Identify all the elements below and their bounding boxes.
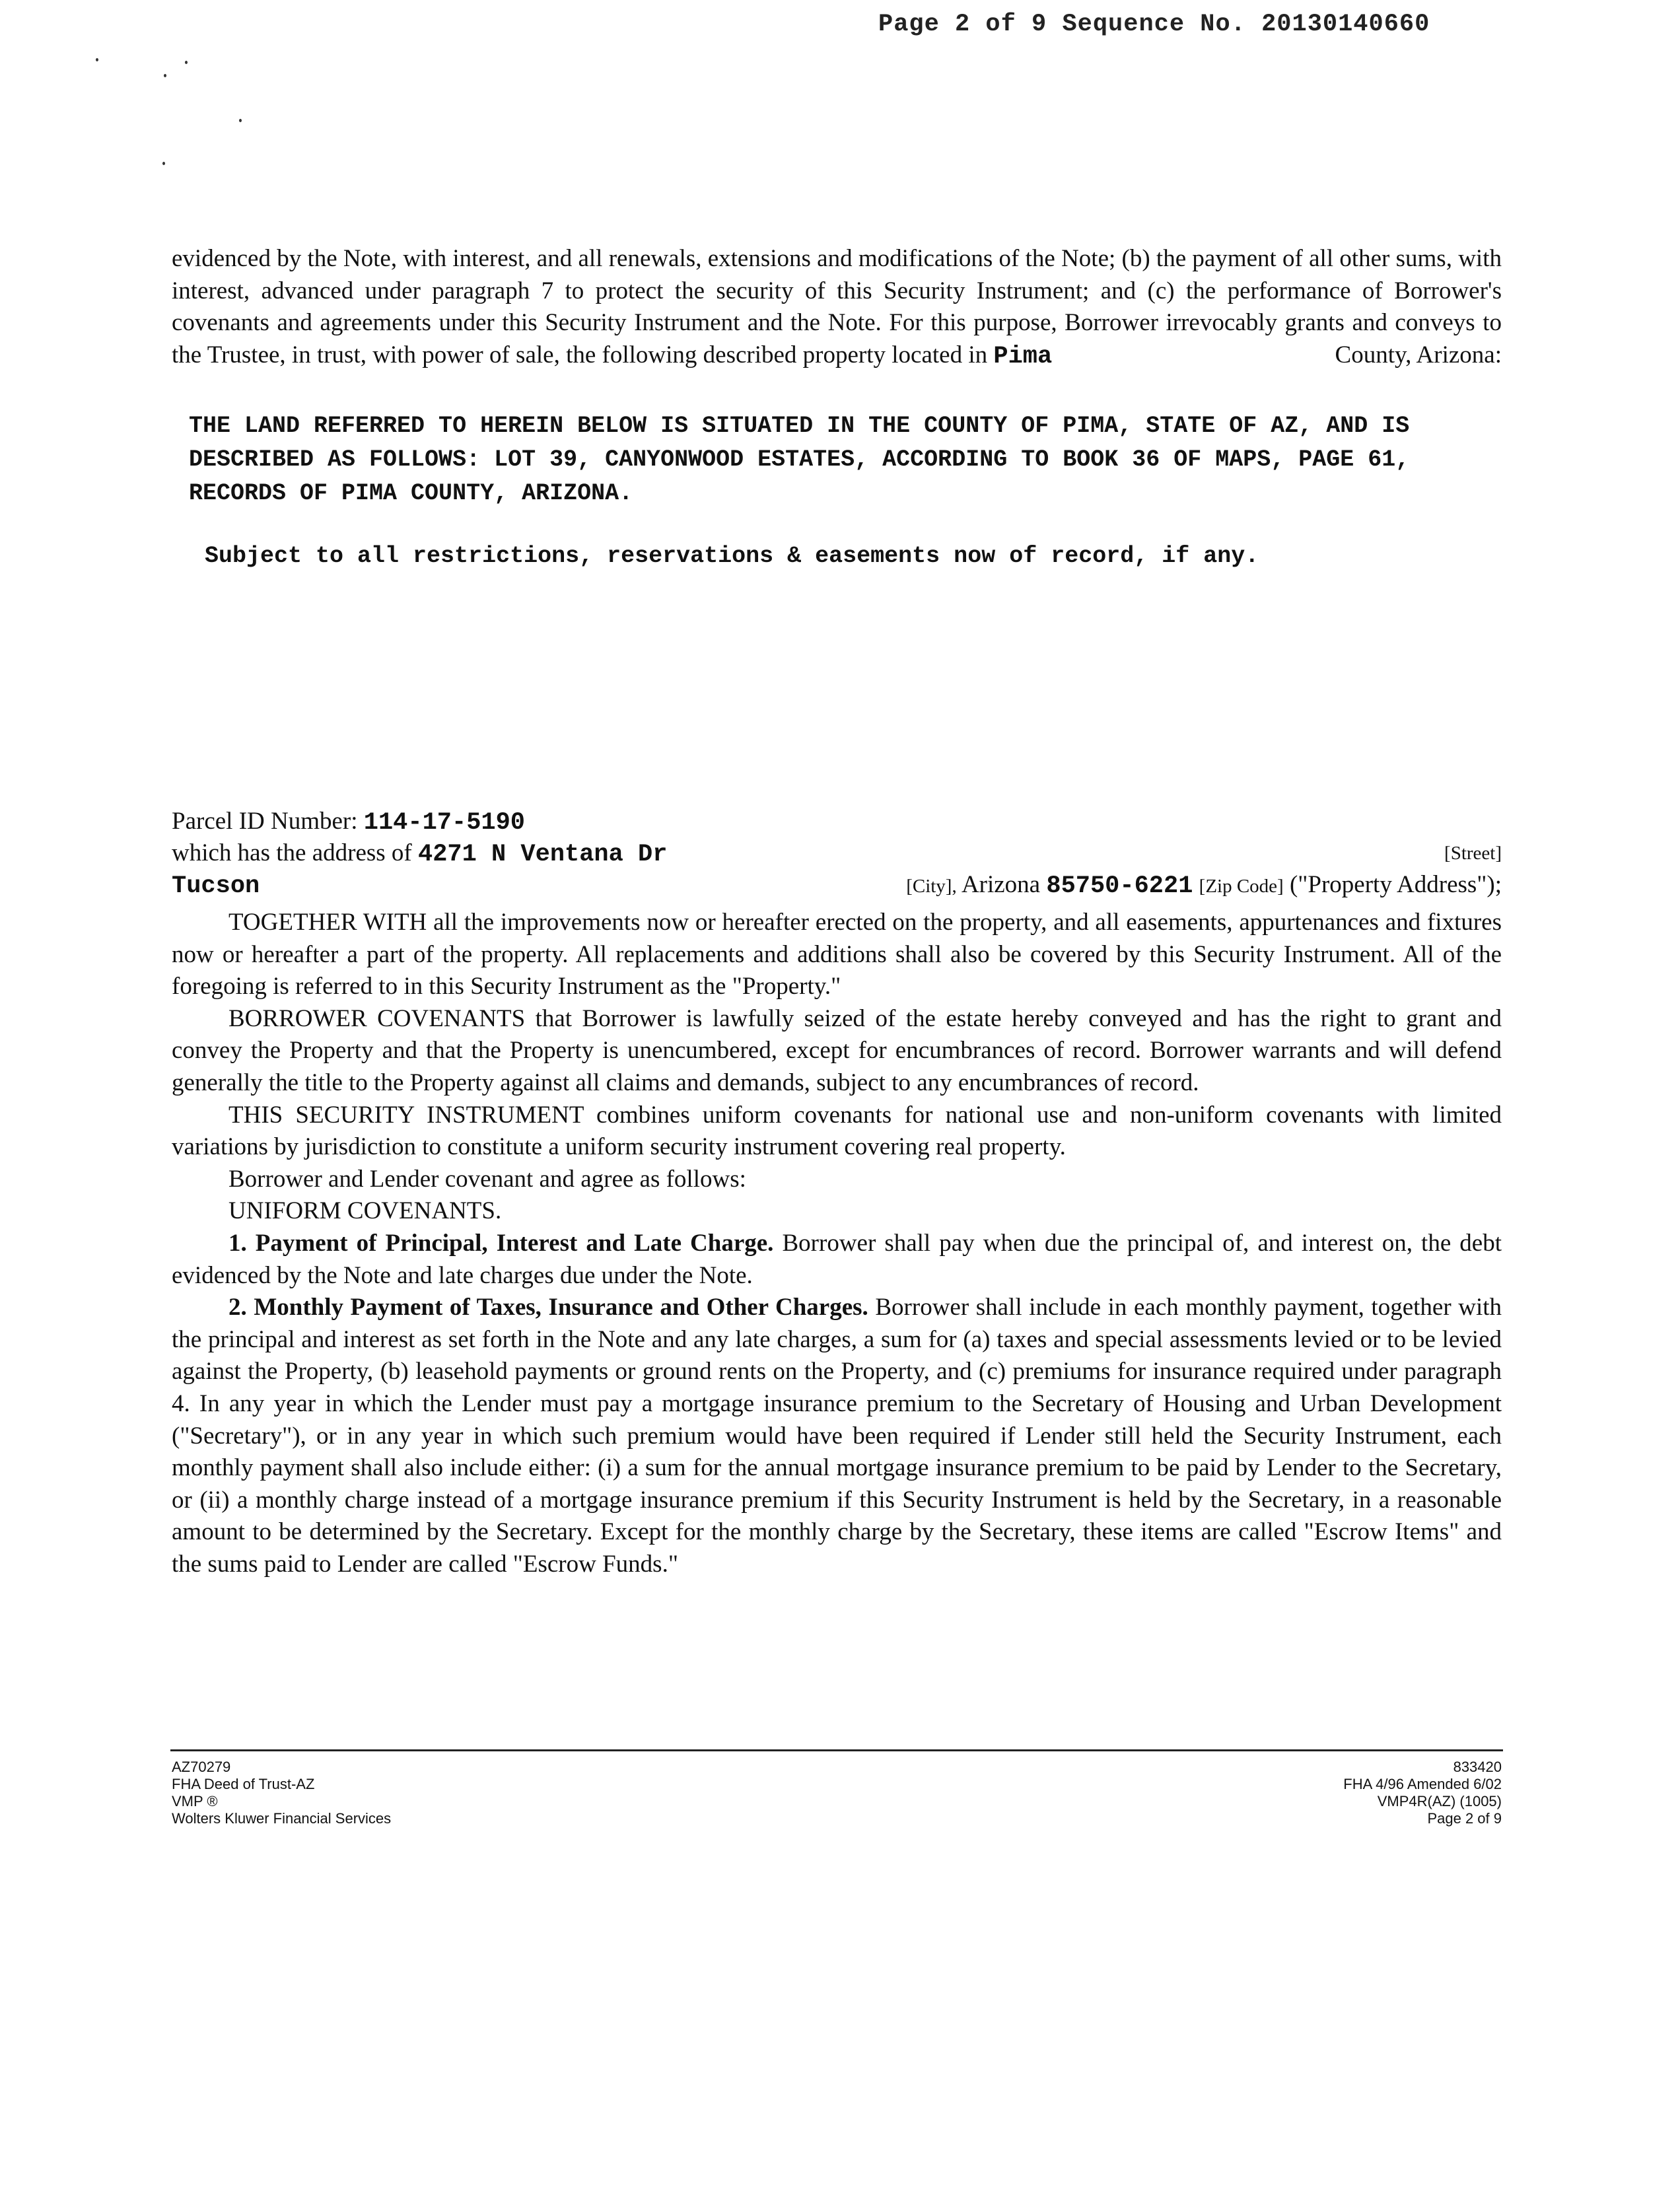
scan-speck bbox=[185, 61, 188, 64]
footer-right bbox=[1343, 1759, 1502, 1827]
address-label: which has the address of bbox=[172, 839, 412, 866]
form-title: FHA Deed of Trust-AZ bbox=[172, 1776, 315, 1792]
state-value: Arizona bbox=[961, 871, 1041, 898]
paragraph-1 bbox=[172, 1228, 1502, 1292]
county-value: Pima bbox=[993, 342, 1053, 370]
scan-speck bbox=[239, 119, 242, 122]
form-code: VMP4R(AZ) (1005) bbox=[1377, 1793, 1502, 1809]
property-address-block bbox=[172, 806, 1502, 901]
paragraph-2 bbox=[172, 1292, 1502, 1580]
form-number: AZ70279 bbox=[172, 1759, 231, 1775]
footer-divider bbox=[170, 1749, 1503, 1751]
county-suffix: County, Arizona: bbox=[1335, 341, 1502, 368]
footer-left bbox=[172, 1759, 391, 1827]
zip-value: 85750-6221 bbox=[1046, 872, 1193, 900]
scan-speck bbox=[96, 58, 98, 61]
subject-to-line: Subject to all restrictions, reservations & easements now of record, if any. bbox=[205, 543, 1259, 569]
paragraph-1-body: Borrower shall pay when due the principal of, and interest on, the debt evidenced by the Note and late charges due under the Note. bbox=[172, 1229, 1502, 1289]
street-row bbox=[172, 837, 1502, 869]
publisher: Wolters Kluwer Financial Services bbox=[172, 1810, 392, 1827]
zip-tag: [Zip Code] bbox=[1199, 876, 1284, 897]
city-tag: [City], bbox=[906, 876, 957, 897]
city-state-zip bbox=[906, 869, 1502, 902]
form-version: FHA 4/96 Amended 6/02 bbox=[1343, 1776, 1502, 1792]
borrower-covenants-paragraph: BORROWER COVENANTS that Borrower is lawfully seized of the estate hereby conveyed and has the right to grant and convey the Property and that the Property is unencumbered, except for encumbrances of record. Borrower warrants and will defend generally the title to the Property against all claims and demands, subject to any encumbrances of record. bbox=[172, 1004, 1502, 1096]
paragraph-2-body: Borrower shall include in each monthly payment, together with the principal and interest as set forth in the Note and any late charges, a sum for (a) taxes and special assessments levied or to be levied against the Property, (b) leasehold payments or ground rents on the Property, and (c) premiums for insurance required under paragraph 4. In any year in which the Lender must pay a mortgage insurance premium to the Secretary of Housing and Urban Development ("Secretary"), or in any year in which such premium would have been required if Lender still held the Security Instrument, each monthly payment shall also include either: (i) a sum for the annual mortgage insurance premium to be paid by Lender to the Secretary, or (ii) a monthly charge instead of a mortgage insurance premium if this Security Instrument is held by the Secretary, in a reasonable amount to be determined by the Secretary. Except for the monthly charge by the Secretary, these items are called "Escrow Items" and the sums paid to Lender are called "Escrow Funds." bbox=[172, 1294, 1502, 1578]
intro-paragraph bbox=[172, 243, 1502, 372]
street-tag: [Street] bbox=[1444, 843, 1502, 864]
vmp-mark: VMP ® bbox=[172, 1793, 218, 1809]
scan-speck bbox=[164, 74, 166, 77]
street-value: 4271 N Ventana Dr bbox=[417, 841, 668, 868]
uniform-covenants-heading: UNIFORM COVENANTS. bbox=[228, 1197, 502, 1225]
address-suffix: ("Property Address"); bbox=[1289, 871, 1502, 898]
paragraph-1-title: 1. Payment of Principal, Interest and Late Charge. bbox=[228, 1229, 774, 1257]
page-sequence-header: Page 2 of 9 Sequence No. 20130140660 bbox=[878, 11, 1430, 38]
parcel-row bbox=[172, 806, 1502, 837]
footer-page-number: Page 2 of 9 bbox=[1427, 1810, 1502, 1827]
security-instrument-paragraph: THIS SECURITY INSTRUMENT combines uniform covenants for national use and non-uniform covenants with limited variations by jurisdiction to constitute a uniform security instrument covering real property. bbox=[172, 1101, 1502, 1161]
agree-line: Borrower and Lender covenant and agree as follows: bbox=[228, 1165, 746, 1193]
scan-speck bbox=[162, 162, 165, 165]
city-row bbox=[172, 869, 1502, 901]
covenants-section bbox=[172, 907, 1502, 1580]
parcel-id-value: 114-17-5190 bbox=[363, 809, 526, 837]
parcel-label: Parcel ID Number: bbox=[172, 808, 358, 835]
paragraph-2-title: 2. Monthly Payment of Taxes, Insurance and Other Charges. bbox=[228, 1294, 868, 1321]
legal-description: THE LAND REFERRED TO HEREIN BELOW IS SITUATED IN THE COUNTY OF PIMA, STATE OF AZ, AND IS DESCRIBED AS FOLLOWS: LOT 39, CANYONWOOD ESTATES, ACCORDING TO BOOK 36 OF MAPS, PAGE 61, RECORDS OF PIMA COUNTY, ARIZONA. bbox=[189, 413, 1410, 507]
intro-text: evidenced by the Note, with interest, and all renewals, extensions and modifications of the Note; (b) the payment of all other sums, with interest, advanced under paragraph 7 to protect the security of this Security Instrument; and (c) the performance of Borrower's covenants and agreements under this Security Instrument and the Note. For this purpose, Borrower irrevocably grants and conveys to the Trustee, in trust, with power of sale, the following described property located in bbox=[172, 245, 1502, 368]
loan-number: 833420 bbox=[1453, 1759, 1502, 1775]
city-value: Tucson bbox=[172, 872, 260, 900]
together-paragraph: TOGETHER WITH all the improvements now or hereafter erected on the property, and all easements, appurtenances and fixtures now or hereafter a part of the property. All replacements and additions shall also be covered by this Security Instrument. All of the foregoing is referred to in this Security Instrument as the "Property." bbox=[172, 909, 1502, 1000]
